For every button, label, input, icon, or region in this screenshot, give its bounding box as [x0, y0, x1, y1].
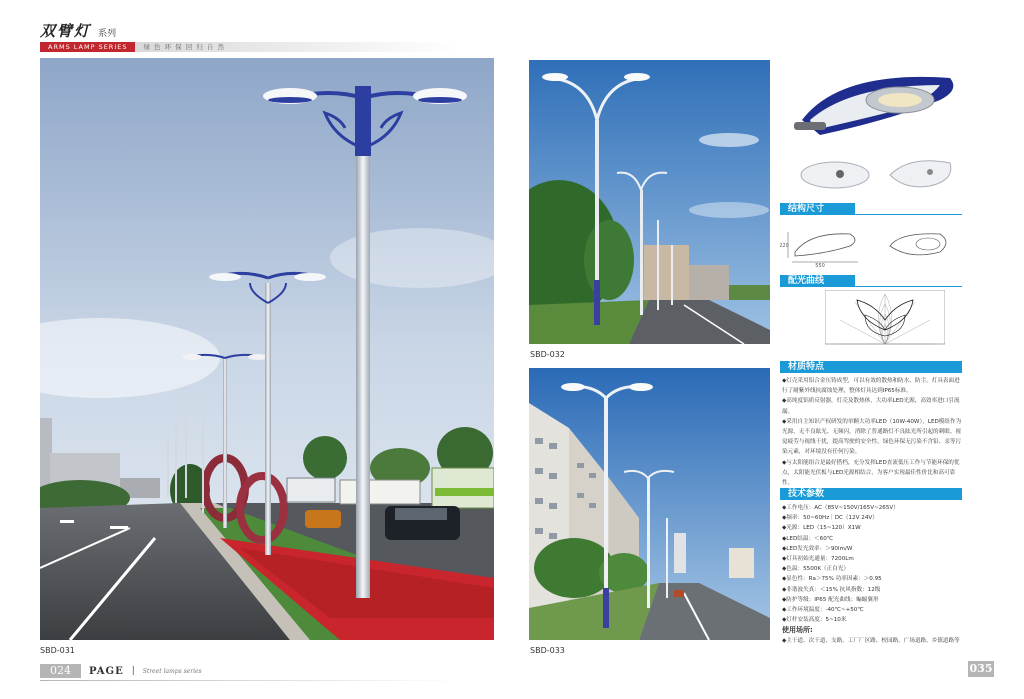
footer-left: [40, 664, 202, 678]
section-light-curve: 配光曲线: [780, 275, 855, 287]
material-point: ◆高纯度铝质反射器，灯壳及散热体，大功率LED光源，高效率进口引流漏。: [782, 398, 960, 415]
tech-param: ◆防护等级：IP65 配光曲线：蝙蝠翼形: [782, 596, 879, 603]
tech-param: ◆显色性：Ra＞75% 功率因素：＞0.95: [782, 576, 882, 583]
tech-param: ◆频率：50~60Hz｜DC（12V 24V）: [782, 515, 878, 522]
tech-param: ◆灯杆安装高度：5~10米: [782, 617, 847, 624]
tech-params: [782, 503, 962, 646]
tech-param: ◆灯具初始光通量：7200Lm: [782, 556, 854, 563]
tech-param: ◆非谐波失真：＜15% 抗风指数：12级: [782, 586, 881, 593]
tech-param: ◆工作环境温度：-40℃~+50℃: [782, 607, 864, 614]
material-point: ◆与太阳能组合是最好搭档，充分发挥LED直流低压工作与节能环保的优点，太阳能光伏板与LED光源相结合，为客户实现最佳性价比和高可靠性。: [782, 459, 960, 487]
banner-english: ARMS LAMP SERIES: [40, 42, 135, 52]
dimension-height: 220: [780, 243, 789, 249]
section-structure: 结构尺寸: [780, 203, 855, 215]
page-separator: |: [131, 666, 135, 676]
photo-sbd-032: [529, 60, 770, 344]
footer-divider: [40, 680, 460, 681]
photo-sbd-033: [529, 368, 770, 640]
section-tech: 技术参数: [780, 488, 962, 500]
page-label: PAGE: [89, 665, 124, 677]
series-title: 双臂灯: [40, 22, 92, 40]
tech-param: ◆LED发光效率：＞90lm/W: [782, 545, 853, 552]
page-series: Street lamps series: [142, 667, 202, 675]
usage-title: 使用场所:: [782, 626, 813, 635]
section-material: 材质特点: [780, 361, 962, 373]
tech-param: ◆色温：5500K（正白光）: [782, 566, 849, 573]
caption-sbd-033: SBD-033: [530, 646, 565, 655]
material-point: ◆灯壳采用铝合金压铸成型，可以有效的散热和防水、防尘。灯具表面进行了耐紫外线抗腐蚀处理，整体灯具达到IP65标准。: [782, 378, 960, 395]
lamp-product-images: [780, 60, 962, 200]
page-number-left: 024: [40, 664, 81, 678]
tech-param: ◆光源：LED（15~120）X1W: [782, 525, 861, 532]
header-banner: [40, 42, 460, 52]
material-point: ◆采用自主知识产权研发的单颗大功率LED（10W-40W），LED模组作为光源，无不良眩光、无频闪，消除了普通路灯不良眩光所引起的刺眼、视觉疲劳与视线干扰，提高驾驶的安全性，绿色环保无污染不含铅、汞等污染元素，对环境没有任何污染。: [782, 418, 962, 456]
series-suffix: 系列: [98, 29, 117, 39]
dimension-drawing: [780, 222, 962, 268]
banner-chinese: 绿 色 环 保 回 归 自 然: [135, 42, 460, 52]
photo-sbd-031: [40, 58, 494, 640]
page-number-right: 035: [969, 662, 993, 675]
brand-header: [40, 20, 116, 41]
tech-param: ◆工作电压：AC（85V~150V/165V~265V）: [782, 505, 899, 511]
material-points: [782, 376, 962, 488]
caption-sbd-031: SBD-031: [40, 646, 75, 655]
dimension-length: 550: [815, 263, 825, 268]
tech-param: ◆LED结温：＜60℃: [782, 535, 834, 542]
light-distribution-curve: [825, 290, 945, 352]
usage-text: ◆主干道、次干道、支路、工厂厂区路、校园路、广场道路、乡镇道路等: [782, 637, 960, 644]
caption-sbd-032: SBD-032: [530, 350, 565, 359]
